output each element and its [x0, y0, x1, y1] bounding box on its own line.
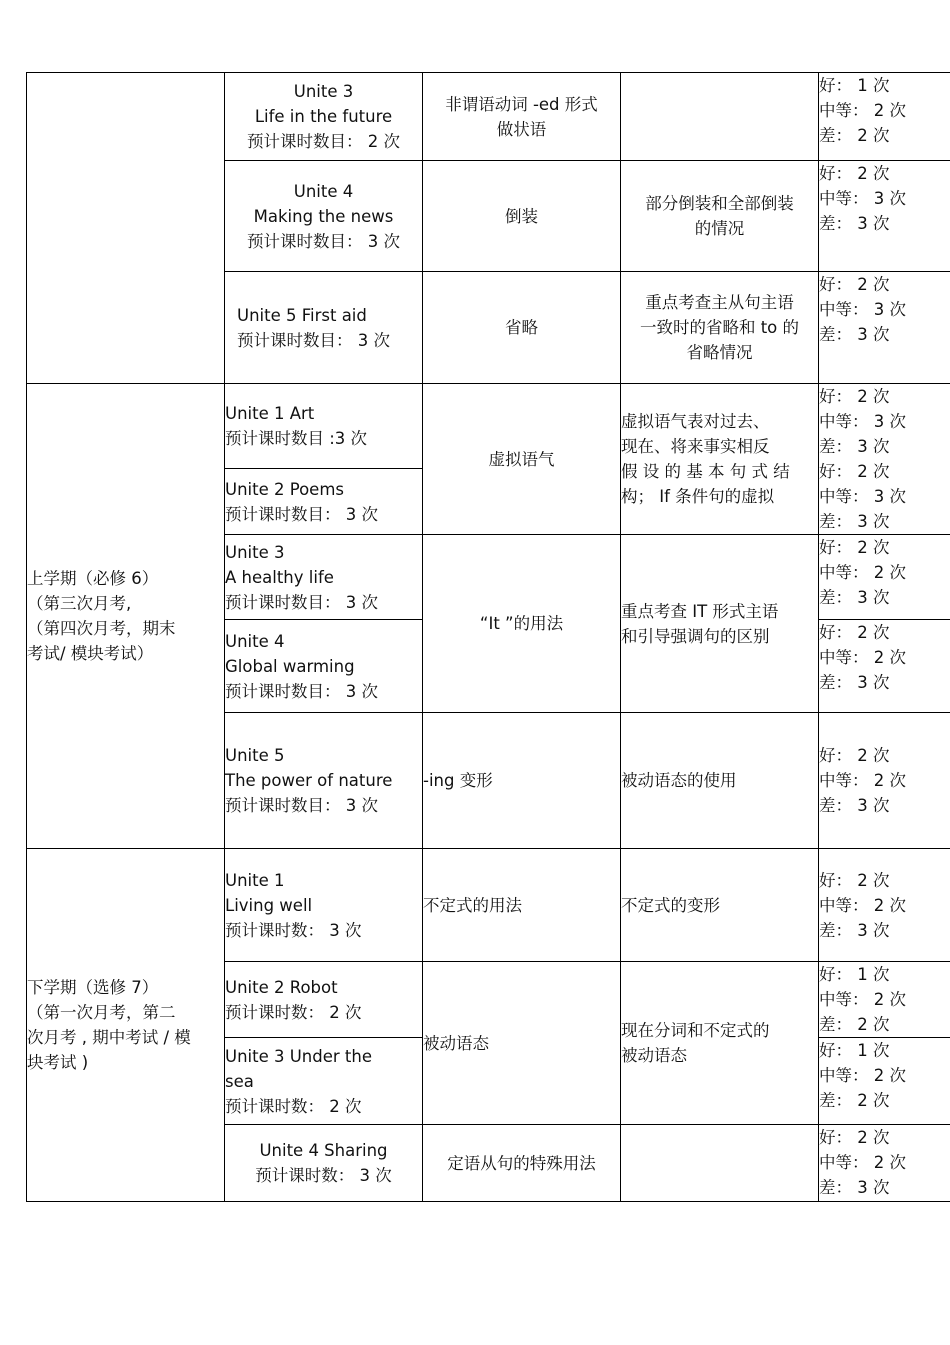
unit-cell: [225, 1038, 423, 1125]
grammar-line: 非谓语动词 -ed 形式: [445, 94, 598, 114]
grade-good: 好： 2 次: [819, 1128, 890, 1147]
unit-cell: [225, 535, 423, 620]
focus-cell: [621, 713, 819, 849]
unit-cell: [225, 469, 423, 535]
unit-title: Unite 1: [225, 870, 285, 890]
grade-medium: 中等： 3 次: [819, 300, 906, 319]
unit-title: Unite 3: [293, 82, 354, 101]
unit-title: Unite 4: [293, 181, 354, 201]
unit-title: Unite 3 Under the: [225, 1046, 372, 1066]
grades-cell: [819, 1038, 950, 1125]
semester-line: （第三次月考,: [27, 594, 132, 613]
grades-cell: [819, 1125, 950, 1202]
focus-line: 虚拟语气表对过去、: [621, 412, 770, 431]
grades-cell: [819, 620, 950, 713]
grammar-cell: [423, 384, 621, 535]
grades-cell: [819, 849, 950, 962]
unit-hours: 预计课时数目： 3 次: [225, 504, 378, 524]
unit-cell: [225, 272, 423, 384]
grammar-line: 倒装: [505, 206, 538, 226]
unit-subtitle: sea: [225, 1071, 254, 1091]
grade-good: 好： 1 次: [819, 76, 890, 95]
grammar-cell: [423, 713, 621, 849]
unit-title: Unite 4 Sharing: [259, 1141, 388, 1160]
grade-medium: 中等： 2 次: [819, 990, 906, 1009]
teaching-plan-table: [26, 72, 950, 1202]
grade-good: 好： 2 次: [819, 870, 890, 890]
table-row: [27, 849, 950, 962]
grades-cell: [819, 535, 950, 620]
unit-subtitle: Life in the future: [254, 107, 393, 126]
grades-cell: [819, 384, 950, 535]
semester-line: 块考试 ): [27, 1053, 89, 1072]
grade-medium: 中等： 2 次: [819, 1153, 906, 1172]
grammar-cell: [423, 272, 621, 384]
unit-title: Unite 5 First aid: [237, 305, 367, 325]
unit-title: Unite 4: [225, 631, 285, 651]
grade-medium: 中等： 2 次: [819, 563, 906, 582]
unit-title: Unite 2 Poems: [225, 479, 345, 499]
semester-line: 次月考 , 期中考试 / 模: [27, 1028, 191, 1047]
unit-subtitle: Global warming: [225, 656, 355, 676]
grade-good: 好： 2 次: [819, 164, 890, 183]
grammar-cell: [423, 161, 621, 272]
focus-cell-empty: [621, 1125, 819, 1202]
unit-cell: [225, 962, 423, 1038]
unit-title: Unite 1 Art: [225, 404, 315, 423]
semester-line: 下学期（选修 7）: [27, 978, 159, 997]
grade-good: 好： 2 次: [819, 387, 890, 406]
semester-cell-empty: [27, 73, 225, 384]
focus-line: 假 设 的 基 本 句 式 结: [621, 462, 790, 481]
grammar-cell: [423, 535, 621, 713]
focus-line: 不定式的变形: [621, 895, 720, 915]
grade-poor: 差： 3 次: [819, 1178, 890, 1197]
unit-cell: [225, 713, 423, 849]
grade-poor: 差： 2 次: [819, 1015, 890, 1034]
grade-poor: 差： 2 次: [819, 1091, 890, 1110]
unit-hours: 预计课时数目： 2 次: [247, 132, 400, 151]
grade-good: 好： 1 次: [819, 1041, 890, 1060]
focus-cell: [621, 962, 819, 1125]
focus-cell: [621, 384, 819, 535]
unit-cell: [225, 384, 423, 469]
grammar-cell: [423, 1125, 621, 1202]
grades-cell: [819, 962, 950, 1038]
grade-medium: 中等： 2 次: [819, 771, 906, 790]
unit-title: Unite 2 Robot: [225, 977, 338, 997]
unit-subtitle: Living well: [225, 895, 313, 915]
unit-cell: [225, 161, 423, 272]
focus-line: 被动语态: [621, 1046, 687, 1065]
unit-cell: [225, 73, 423, 161]
focus-line: 一致时的省略和 to 的: [639, 318, 800, 337]
focus-line: 构； If 条件句的虚拟: [621, 487, 775, 506]
focus-line: 重点考查 IT 形式主语: [621, 601, 779, 621]
focus-cell: [621, 161, 819, 272]
focus-line: 现在分词和不定式的: [621, 1021, 770, 1040]
grammar-cell: [423, 849, 621, 962]
grades-cell: [819, 713, 950, 849]
focus-line: 省略情况: [686, 343, 753, 362]
focus-line: 现在、将来事实相反: [621, 437, 770, 456]
table-row: [27, 384, 950, 469]
grade-good: 好： 1 次: [819, 965, 890, 984]
grade-poor: 差： 3 次: [819, 512, 890, 531]
unit-cell: [225, 1125, 423, 1202]
grade-poor: 差： 3 次: [819, 437, 890, 456]
grade-medium: 中等： 3 次: [819, 189, 906, 208]
semester-cell: [27, 849, 225, 1202]
semester-line: 上学期（必修 6）: [27, 569, 159, 588]
grade-poor: 差： 3 次: [819, 920, 890, 940]
grade-medium: 中等： 2 次: [819, 101, 906, 120]
grammar-line: -ing 变形: [423, 771, 493, 790]
grades-cell: [819, 161, 950, 272]
unit-hours: 预计课时数目： 3 次: [247, 231, 400, 251]
grade-medium: 中等： 3 次: [819, 487, 906, 506]
grammar-cell: [423, 962, 621, 1125]
grade-poor: 差： 3 次: [819, 796, 890, 815]
grades-cell: [819, 272, 950, 384]
grade-poor: 差： 2 次: [819, 126, 890, 145]
unit-hours: 预计课时数目： 3 次: [225, 592, 378, 612]
unit-hours: 预计课时数目： 3 次: [225, 681, 378, 701]
unit-hours: 预计课时数： 3 次: [255, 1166, 392, 1185]
unit-subtitle: A healthy life: [225, 567, 334, 587]
focus-cell-empty: [621, 73, 819, 161]
grammar-line: 被动语态: [423, 1033, 489, 1053]
grammar-line: 虚拟语气: [488, 449, 555, 469]
focus-line: 重点考查主从句主语: [645, 293, 794, 312]
grade-poor: 差： 3 次: [819, 325, 890, 344]
grade-poor: 差： 3 次: [819, 214, 890, 233]
semester-cell: [27, 384, 225, 849]
unit-hours: 预计课时数： 3 次: [225, 920, 362, 940]
grade-good: 好： 2 次: [819, 538, 890, 557]
grammar-line: 定语从句的特殊用法: [447, 1153, 596, 1173]
unit-title: Unite 3: [225, 542, 285, 562]
unit-hours: 预计课时数目： 3 次: [225, 796, 378, 815]
grade-medium: 中等： 2 次: [819, 895, 906, 915]
grade-good: 好： 2 次: [819, 462, 890, 481]
grade-good: 好： 2 次: [819, 746, 890, 765]
unit-title: Unite 5: [225, 746, 285, 765]
grade-medium: 中等： 3 次: [819, 412, 906, 431]
grade-medium: 中等： 2 次: [819, 1066, 906, 1085]
grade-medium: 中等： 2 次: [819, 648, 906, 667]
unit-subtitle: The power of nature: [225, 771, 393, 790]
grade-good: 好： 2 次: [819, 275, 890, 294]
semester-line: （第一次月考，第二: [27, 1003, 176, 1022]
focus-line: 和引导强调句的区别: [621, 626, 770, 646]
semester-line: （第四次月考，期末: [27, 619, 176, 638]
grade-poor: 差： 3 次: [819, 673, 890, 692]
table-row: [27, 73, 950, 161]
unit-hours: 预计课时数： 2 次: [225, 1096, 362, 1116]
unit-hours: 预计课时数目： 3 次: [237, 330, 390, 350]
unit-subtitle: Making the news: [253, 206, 394, 226]
grammar-line: “It ”的用法: [479, 614, 564, 633]
focus-cell: [621, 849, 819, 962]
focus-line: 的情况: [694, 219, 745, 238]
grammar-line: 不定式的用法: [423, 895, 522, 915]
grade-poor: 差： 3 次: [819, 588, 890, 607]
focus-cell: [621, 535, 819, 713]
unit-cell: [225, 620, 423, 713]
unit-hours: 预计课时数目 :3 次: [225, 429, 368, 448]
grade-good: 好： 2 次: [819, 623, 890, 642]
focus-line: 被动语态的使用: [621, 771, 737, 790]
focus-line: 部分倒装和全部倒装: [645, 194, 794, 213]
focus-cell: [621, 272, 819, 384]
grammar-line: 省略: [505, 318, 538, 337]
grammar-line: 做状语: [496, 119, 547, 139]
unit-hours: 预计课时数： 2 次: [225, 1002, 362, 1022]
grammar-cell: [423, 73, 621, 161]
grades-cell: [819, 73, 950, 161]
unit-cell: [225, 849, 423, 962]
semester-line: 考试/ 模块考试）: [27, 644, 154, 663]
